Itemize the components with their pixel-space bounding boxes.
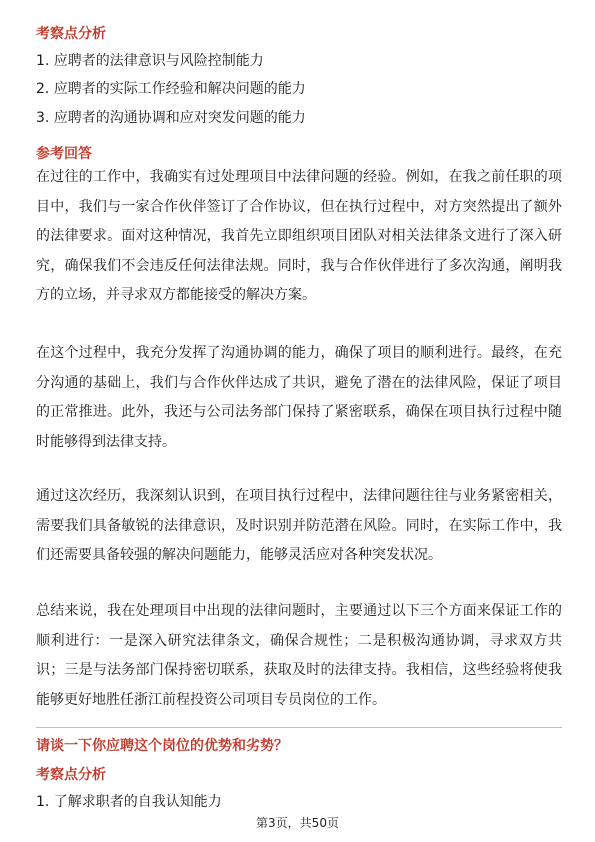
section-divider: [36, 727, 562, 728]
answer-paragraph: 总结来说，我在处理项目中出现的法律问题时，主要通过以下三个方面来保证工作的顺利进行：一是深入研究法律条文，确保合规性；二是积极沟通协调，寻求双方共识；三是与法务部门保持密切联系，获取及时的法律支持。我相信，这些经验将使我能够更好地胜任浙江前程投资公司项目专员岗位的工作。: [36, 603, 562, 708]
analysis-item: 1. 应聘者的法律意识与风险控制能力: [36, 53, 264, 69]
answer-paragraph: 通过这次经历，我深刻认识到，在项目执行过程中，法律问题往往与业务紧密相关，需要我们具备敏锐的法律意识，及时识别并防范潜在风险。同时，在实际工作中，我们还需要具备较强的解决问题能力，能够灵活应对各种突发状况。: [36, 488, 562, 563]
analysis-heading: 考察点分析: [36, 26, 106, 42]
analysis-item: 2. 应聘者的实际工作经验和解决问题的能力: [36, 81, 306, 97]
answer-paragraph: 在这个过程中，我充分发挥了沟通协调的能力，确保了项目的顺利进行。最终，在充分沟通的基础上，我们与合作伙伴达成了共识，避免了潜在的法律风险，保证了项目的正常推进。此外，我还与公司法务部门保持了紧密联系，确保在项目执行过程中随时能够得到法律支持。: [36, 345, 562, 450]
page-footer: 第3页，共50页: [256, 816, 339, 830]
analysis-item: 1. 了解求职者的自我认知能力: [36, 794, 222, 810]
analysis-heading: 考察点分析: [36, 767, 106, 783]
question-heading: 请谈一下你应聘这个岗位的优势和劣势？: [36, 738, 288, 754]
answer-paragraph: 在过往的工作中，我确实有过处理项目中法律问题的经验。例如，在我之前任职的项目中，我们与一家合作伙伴签订了合作协议，但在执行过程中，对方突然提出了额外的法律要求。面对这种情况，我首先立即组织项目团队对相关法律条文进行了深入研究，确保我们不会违反任何法律法规。同时，我与合作伙伴进行了多次沟通，阐明我方的立场，并寻求双方都能接受的解决方案。: [36, 169, 562, 303]
answer-heading: 参考回答: [36, 146, 92, 162]
analysis-item: 3. 应聘者的沟通协调和应对突发问题的能力: [36, 110, 306, 126]
